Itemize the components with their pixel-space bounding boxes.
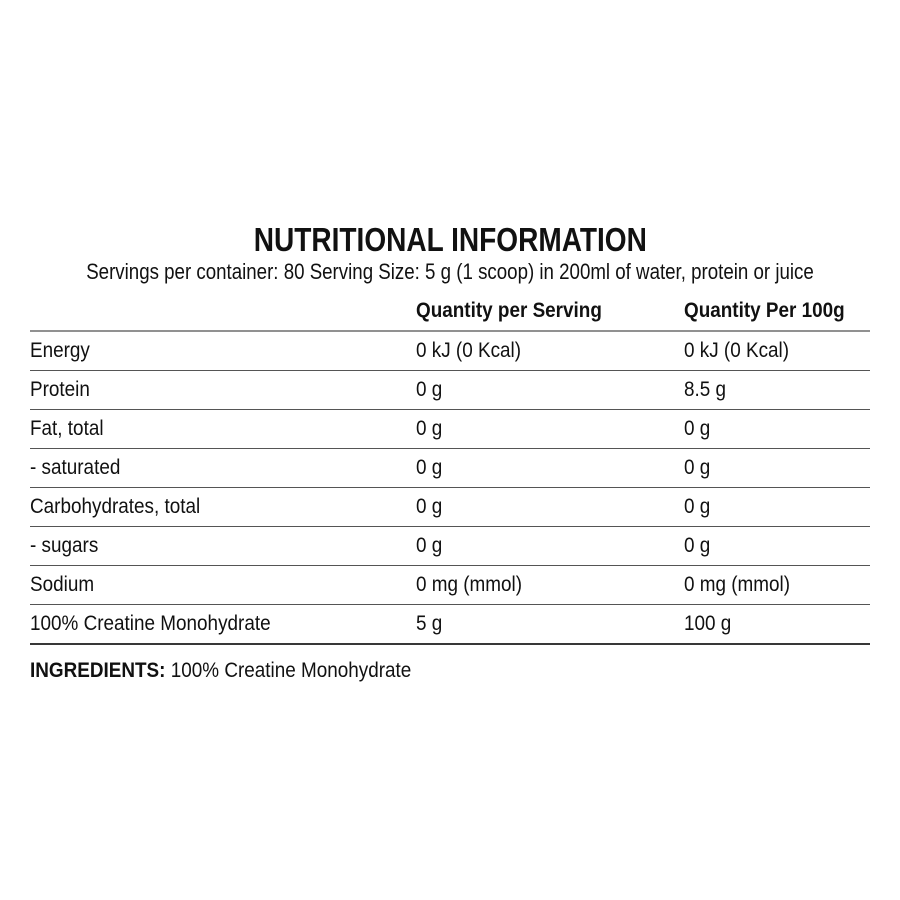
per-100g-value: 100 g xyxy=(683,612,731,635)
serving-value: 0 g xyxy=(416,534,443,557)
table-header-row xyxy=(30,299,870,332)
page-title xyxy=(0,221,900,258)
nutrient-name: - saturated xyxy=(30,456,121,479)
table-row-carbohydrates xyxy=(30,488,870,527)
nutrient-name: Carbohydrates, total xyxy=(30,495,201,518)
nutrient-name: - sugars xyxy=(30,534,99,557)
ingredients-line xyxy=(30,658,870,684)
table-row-saturated xyxy=(30,449,870,488)
per-100g-value: 0 g xyxy=(683,495,710,518)
nutrient-name: Energy xyxy=(30,339,90,362)
table-row-sodium xyxy=(30,566,870,605)
serving-value: 0 mg (mmol) xyxy=(416,573,523,596)
servings-info xyxy=(0,258,900,286)
per-100g-value: 0 kJ (0 Kcal) xyxy=(683,339,789,362)
serving-value: 0 g xyxy=(416,378,443,401)
serving-value: 0 kJ (0 Kcal) xyxy=(416,339,522,362)
table-row-protein xyxy=(30,371,870,410)
page-title-text: NUTRITIONAL INFORMATION xyxy=(253,221,647,258)
serving-value: 5 g xyxy=(416,612,443,635)
table-row-creatine xyxy=(30,605,870,645)
table-row-fat-total xyxy=(30,410,870,449)
col-header-100g: Quantity Per 100g xyxy=(683,299,845,322)
per-100g-value: 0 mg (mmol) xyxy=(683,573,790,596)
serving-value: 0 g xyxy=(416,456,443,479)
per-100g-value: 0 g xyxy=(683,456,710,479)
ingredients-label: INGREDIENTS: xyxy=(30,659,166,682)
table-row-sugars xyxy=(30,527,870,566)
nutrient-name: Fat, total xyxy=(30,417,104,440)
nutrient-name: 100% Creatine Monohydrate xyxy=(30,612,271,635)
ingredients-value: 100% Creatine Monohydrate xyxy=(170,659,412,682)
serving-value: 0 g xyxy=(416,495,443,518)
nutrient-name: Protein xyxy=(30,378,90,401)
table-row-energy xyxy=(30,332,870,371)
nutrition-table xyxy=(30,299,870,645)
per-100g-value: 0 g xyxy=(683,417,710,440)
serving-value: 0 g xyxy=(416,417,443,440)
servings-info-text: Servings per container: 80 Serving Size: 5 g (1 scoop) in 200ml of water, protein or juice xyxy=(86,259,814,284)
per-100g-value: 0 g xyxy=(683,534,710,557)
nutrient-name: Sodium xyxy=(30,573,95,596)
label-content xyxy=(0,221,900,684)
col-header-serving: Quantity per Serving xyxy=(416,299,603,322)
per-100g-value: 8.5 g xyxy=(683,378,726,401)
